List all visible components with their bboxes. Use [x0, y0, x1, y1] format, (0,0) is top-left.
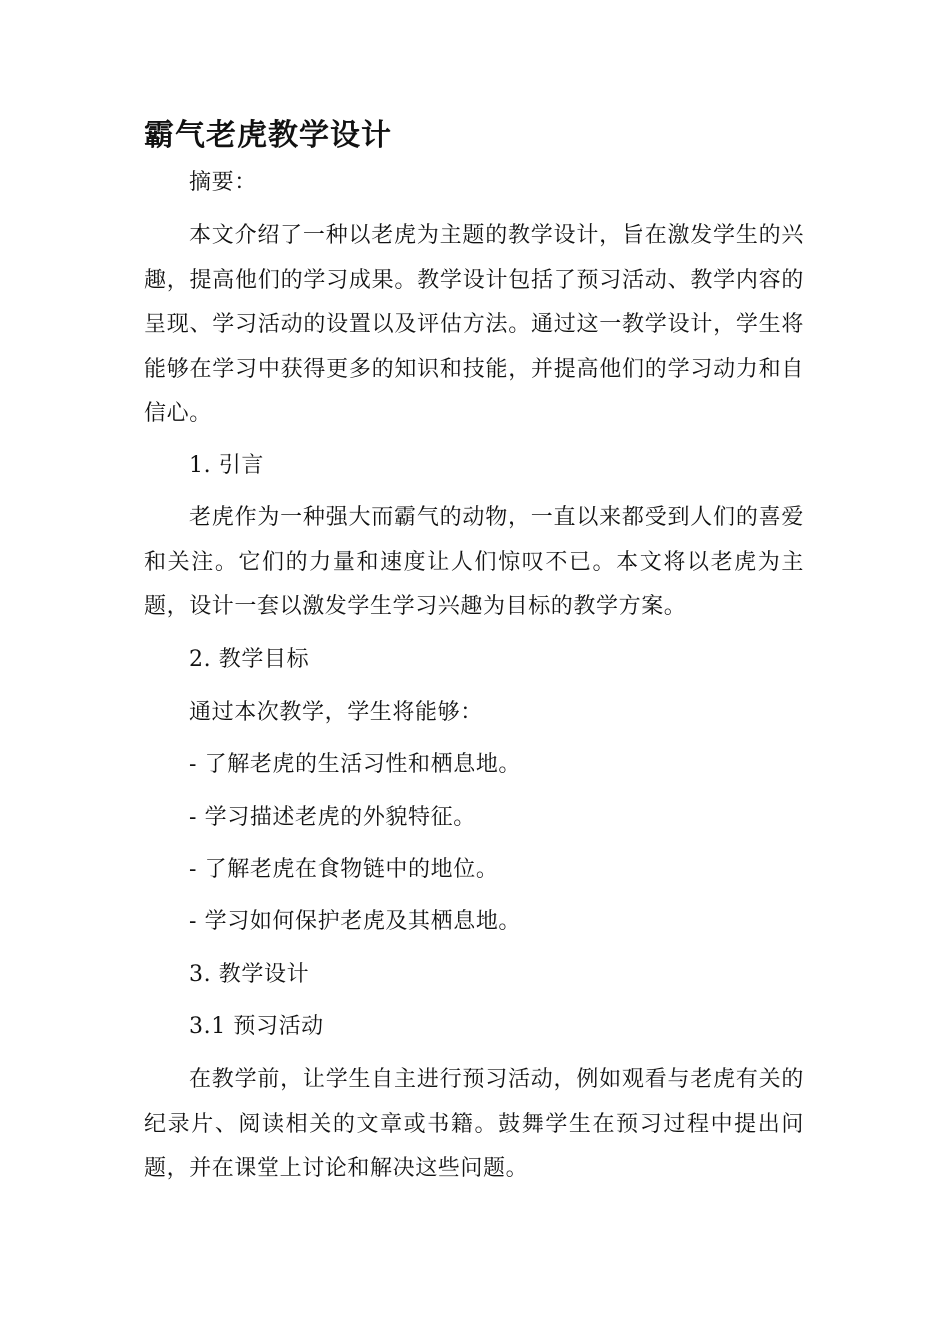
teaching-goals-intro: 通过本次教学，学生将能够：: [189, 700, 483, 725]
document-title: 霸气老虎教学设计: [144, 118, 392, 153]
abstract-label: 摘要：: [189, 170, 257, 195]
section-heading-introduction: 1. 引言: [189, 453, 264, 478]
abstract-paragraph: 本文介绍了一种以老虎为主题的教学设计，旨在激发学生的兴趣，提高他们的学习成果。教学设计包括了预习活动、教学内容的呈现、学习活动的设置以及评估方法。通过这一教学设计，学生将能够在学习中获得更多的知识和技能，并提高他们的学习动力和自信心。: [144, 223, 804, 426]
introduction-paragraph: 老虎作为一种强大而霸气的动物，一直以来都受到人们的喜爱和关注。它们的力量和速度让人们惊叹不已。本文将以老虎为主题，设计一套以激发学生学习兴趣为目标的教学方案。: [144, 505, 804, 619]
section-heading-teaching-design: 3. 教学设计: [189, 962, 310, 987]
goal-list-item: - 了解老虎的生活习性和栖息地。: [189, 752, 522, 777]
preview-activity-paragraph: 在教学前，让学生自主进行预习活动，例如观看与老虎有关的纪录片、阅读相关的文章或书籍。鼓舞学生在预习过程中提出问题，并在课堂上讨论和解决这些问题。: [144, 1067, 804, 1181]
goal-list-item: - 学习如何保护老虎及其栖息地。: [189, 909, 522, 934]
goal-list-item: - 了解老虎在食物链中的地位。: [189, 857, 499, 882]
subsection-heading-preview-activity: 3.1 预习活动: [189, 1014, 324, 1039]
goal-list-item: - 学习描述老虎的外貌特征。: [189, 805, 476, 830]
section-heading-teaching-goals: 2. 教学目标: [189, 647, 310, 672]
